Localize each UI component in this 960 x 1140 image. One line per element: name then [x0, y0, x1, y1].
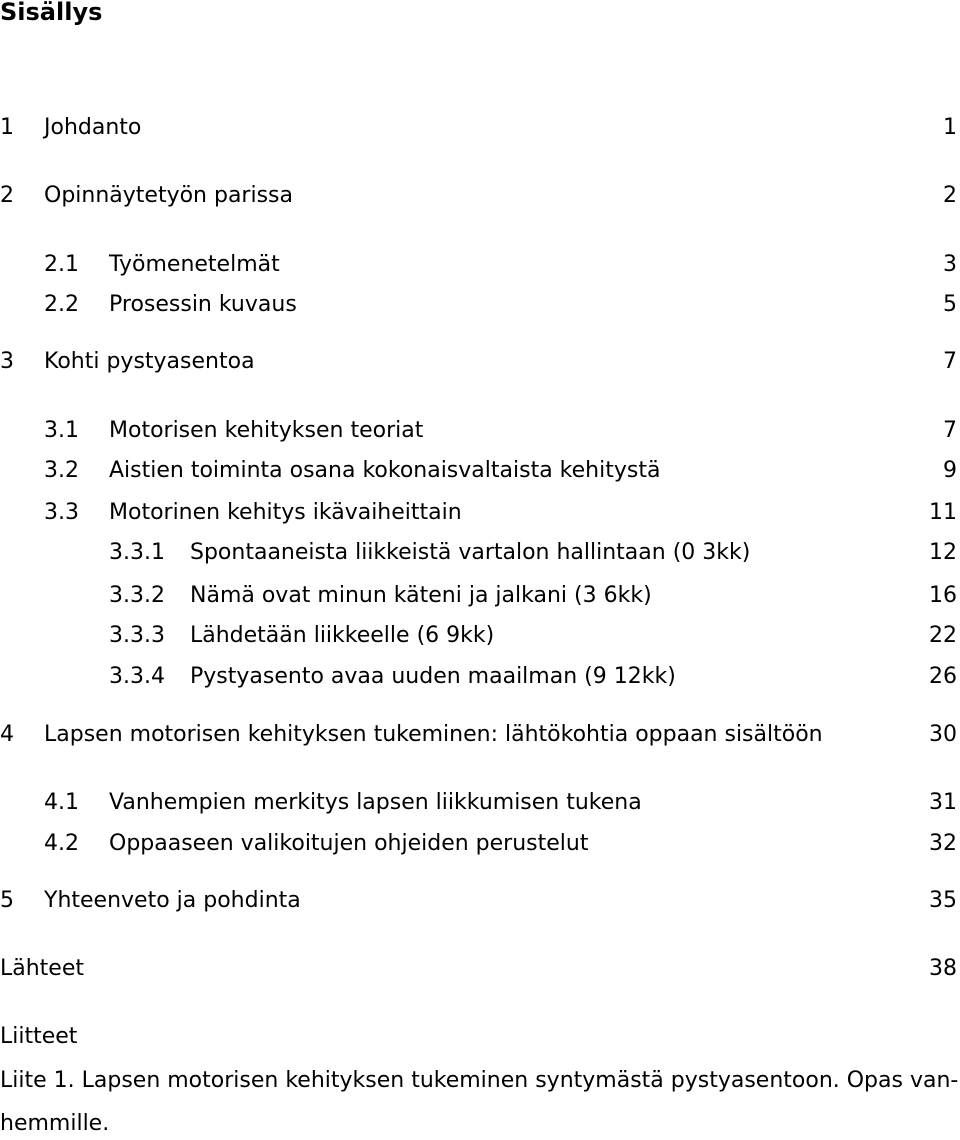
toc-number: 4.1 — [44, 790, 79, 815]
toc-page: 38 — [929, 956, 957, 981]
toc-row-references[interactable] — [0, 953, 957, 985]
toc-row[interactable] — [0, 497, 957, 529]
toc-title: Opinnäytetyön parissa — [44, 183, 293, 208]
toc-title: Työmenetelmät — [109, 252, 280, 277]
toc-title: Motorisen kehityksen teoriat — [109, 418, 424, 443]
toc-page: 5 — [943, 292, 957, 317]
toc-number: 3.3.2 — [109, 583, 165, 608]
toc-page: 1 — [943, 115, 957, 140]
toc-page: 3 — [943, 252, 957, 277]
toc-title: Aistien toiminta osana kokonaisvaltaista kehitystä — [109, 458, 661, 483]
toc-row[interactable] — [0, 289, 957, 321]
toc-title: Nämä ovat minun käteni ja jalkani (3 6kk) — [190, 583, 652, 608]
toc-page: 11 — [929, 500, 957, 525]
toc-title: Yhteenveto ja pohdinta — [44, 888, 301, 913]
toc-row[interactable] — [0, 885, 957, 917]
toc-title: Kohti pystyasentoa — [44, 349, 255, 374]
toc-row[interactable] — [0, 580, 957, 612]
toc-number: 3.3 — [44, 500, 79, 525]
toc-page: 26 — [929, 664, 957, 689]
toc-row[interactable] — [0, 249, 957, 281]
toc-page: 9 — [943, 458, 957, 483]
toc-page: 30 — [929, 722, 957, 747]
toc-page: 32 — [929, 831, 957, 856]
toc-number: 3.2 — [44, 458, 79, 483]
toc-row[interactable] — [0, 455, 957, 487]
toc-title: Motorinen kehitys ikävaiheittain — [109, 500, 462, 525]
toc-row[interactable] — [0, 661, 957, 693]
toc-number: 2.1 — [44, 252, 79, 277]
toc-page: 22 — [929, 623, 957, 648]
appendix-entry-line-2[interactable]: hemmille. — [0, 1111, 110, 1136]
toc-number: 4.2 — [44, 831, 79, 856]
toc-page: 7 — [943, 418, 957, 443]
toc-title: Prosessin kuvaus — [109, 292, 297, 317]
toc-number: 3.3.4 — [109, 664, 165, 689]
toc-row[interactable] — [0, 415, 957, 447]
appendices-heading: Liitteet — [0, 1024, 78, 1049]
toc-page: 12 — [929, 540, 957, 565]
toc-row[interactable] — [0, 537, 957, 569]
page-title: Sisällys — [0, 0, 103, 26]
toc-page: 7 — [943, 349, 957, 374]
appendix-entry-line-1[interactable]: Liite 1. Lapsen motorisen kehityksen tukeminen syntymästä pystyasentoon. Opas van- — [0, 1068, 959, 1093]
toc-page: 31 — [929, 790, 957, 815]
toc-title: Oppaaseen valikoitujen ohjeiden perustelut — [109, 831, 589, 856]
toc-row[interactable] — [0, 828, 957, 860]
toc-title: Lapsen motorisen kehityksen tukeminen: lähtökohtia oppaan sisältöön — [44, 722, 823, 747]
toc-number: 4 — [0, 722, 14, 747]
toc-row[interactable] — [0, 787, 957, 819]
toc-title: Pystyasento avaa uuden maailman (9 12kk) — [190, 664, 676, 689]
toc-row[interactable] — [0, 620, 957, 652]
toc-number: 2 — [0, 183, 14, 208]
toc-title: Spontaaneista liikkeistä vartalon hallintaan (0 3kk) — [190, 540, 751, 565]
toc-row[interactable] — [0, 346, 957, 378]
toc-number: 3 — [0, 349, 14, 374]
toc-row[interactable] — [0, 180, 957, 212]
toc-number: 3.3.3 — [109, 623, 165, 648]
toc-title: Johdanto — [44, 115, 142, 140]
toc-page: 35 — [929, 888, 957, 913]
toc-title: Vanhempien merkitys lapsen liikkumisen tukena — [109, 790, 642, 815]
toc-page: 2 — [943, 183, 957, 208]
toc-page: 16 — [929, 583, 957, 608]
toc-row[interactable] — [0, 112, 957, 144]
toc-title: Lähteet — [0, 956, 85, 981]
toc-number: 2.2 — [44, 292, 79, 317]
toc-title: Lähdetään liikkeelle (6 9kk) — [190, 623, 495, 648]
toc-number: 3.1 — [44, 418, 79, 443]
toc-number: 5 — [0, 888, 14, 913]
toc-row[interactable] — [0, 719, 957, 751]
toc-number: 1 — [0, 115, 14, 140]
toc-number: 3.3.1 — [109, 540, 165, 565]
